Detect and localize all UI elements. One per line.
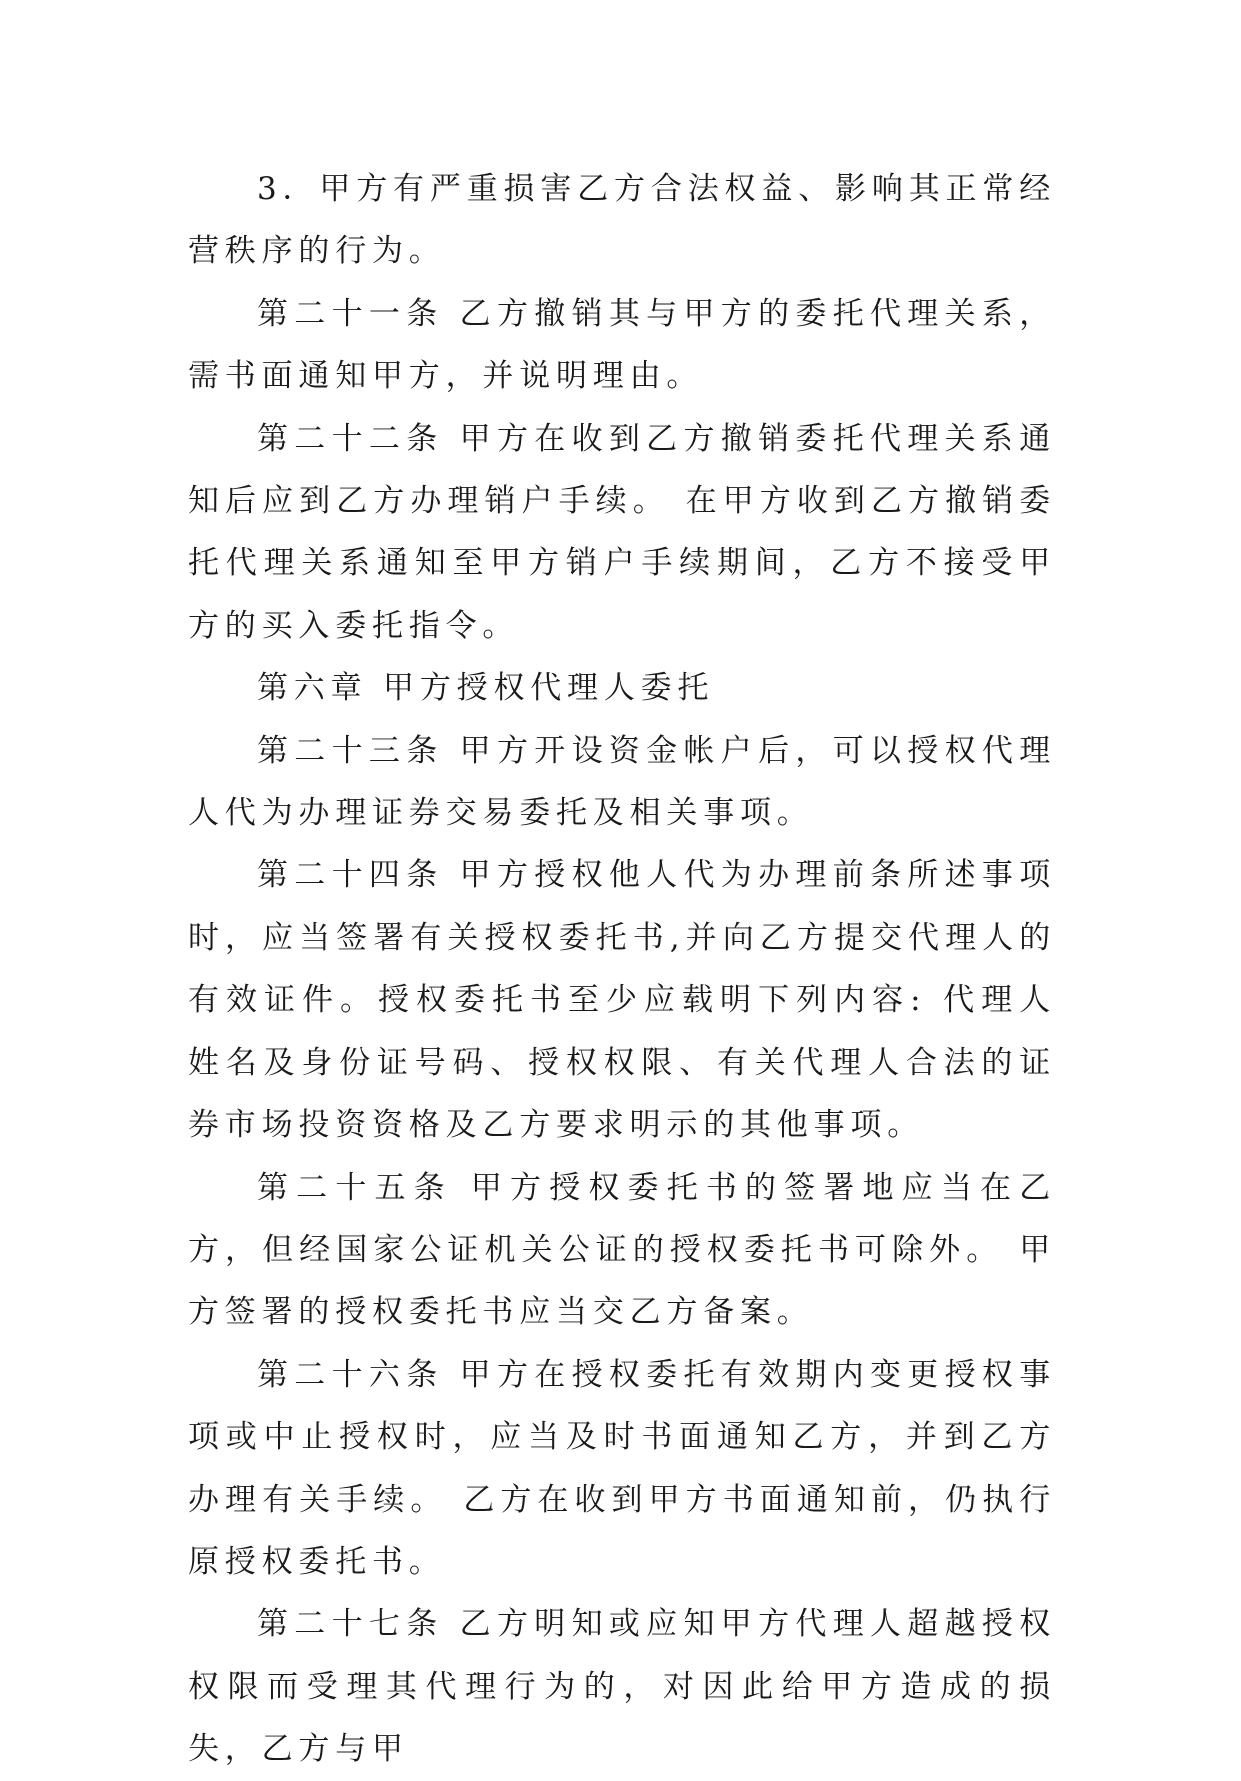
chapter-heading: 第六章 甲方授权代理人委托 <box>257 670 715 707</box>
paragraph-article-21: 第二十一条 乙方撤销其与甲方的委托代理关系，需书面通知甲方，并说明理由。 <box>188 295 1056 395</box>
paragraph-article-23: 第二十三条 甲方开设资金帐户后，可以授权代理人代为办理证券交易委托及相关事项。 <box>188 732 1056 832</box>
paragraph-clause-3: 3．甲方有严重损害乙方合法权益、影响其正常经营秩序的行为。 <box>188 171 1056 270</box>
paragraph-article-27: 第二十七条 乙方明知或应知甲方代理人超越授权权限而受理其代理行为的，对因此给甲方造成的损失，乙方与甲 <box>188 1606 1056 1768</box>
paragraph-article-24: 第二十四条 甲方授权他人代为办理前条所述事项时，应当签署有关授权委托书,并向乙方提交代理人的有效证件。授权委托书至少应载明下列内容: 代理人姓名及身份证号码、授权权限、有关代理人合法的证券市场投资资格及乙方要求明示的其他事项。 <box>188 857 1056 1144</box>
document-body <box>188 158 1056 1781</box>
paragraph-article-22: 第二十二条 甲方在收到乙方撤销委托代理关系通知后应到乙方办理销户手续。 在甲方收到乙方撤销委托代理关系通知至甲方销户手续期间，乙方不接受甲方的买入委托指令。 <box>188 420 1056 644</box>
paragraph-article-25: 第二十五条 甲方授权委托书的签署地应当在乙方，但经国家公证机关公证的授权委托书可除外。 甲方签署的授权委托书应当交乙方备案。 <box>188 1169 1056 1331</box>
paragraph-article-26: 第二十六条 甲方在授权委托有效期内变更授权事项或中止授权时，应当及时书面通知乙方，并到乙方办理有关手续。 乙方在收到甲方书面通知前，仍执行原授权委托书。 <box>188 1356 1056 1580</box>
